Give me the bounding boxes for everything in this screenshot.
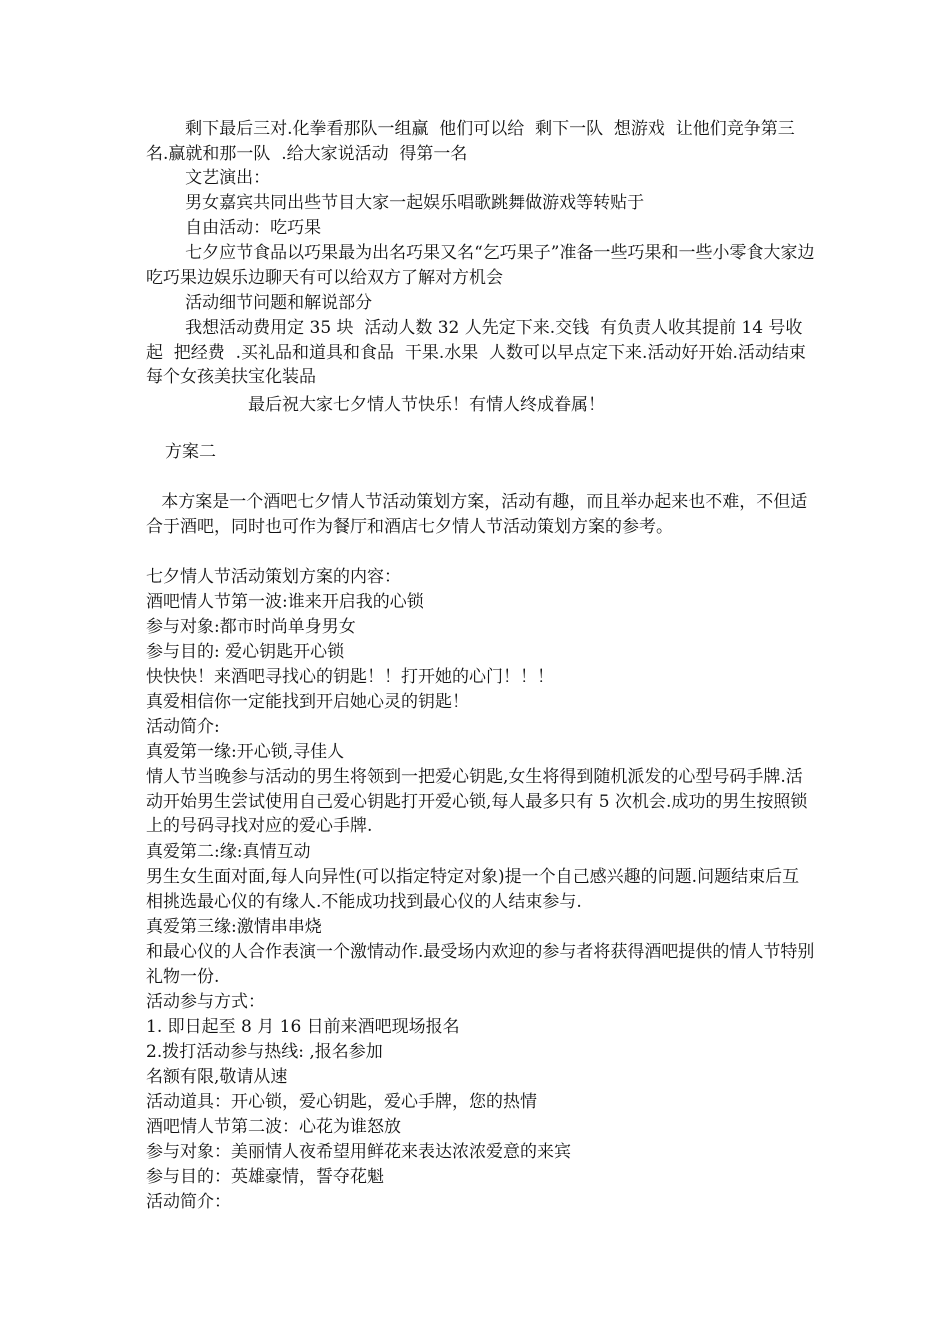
- section-heading-plan-two: 方案二: [165, 442, 216, 462]
- line-love-stage-two: 真爱第二:缘:真情互动: [146, 842, 311, 862]
- paragraph-free-activity: 自由活动：吃巧果: [185, 218, 322, 238]
- line-love-stage-three: 真爱第三缘:激情串串烧: [146, 917, 322, 937]
- paragraph-love-stage-three-detail: 和最心仪的人合作表演一个激情动作.最受场内欢迎的参与者将获得酒吧提供的情人节特别礼物一份.: [146, 942, 815, 987]
- line-limited-spots: 名额有限,敬请从速: [146, 1067, 288, 1087]
- paragraph-plan-two-intro: 本方案是一个酒吧七夕情人节活动策划方案，活动有趣，而且举办起来也不难，不但适合于酒吧，同时也可作为餐厅和酒店七夕情人节活动策划方案的参考。: [146, 492, 808, 537]
- paragraph-love-stage-one-detail: 情人节当晚参与活动的男生将领到一把爱心钥匙,女生将得到随机派发的心型号码手牌.活动开始男生尝试使用自己爱心钥匙打开爱心锁,每人最多只有 5 次机会.成功的男生按照锁上的号码寻找对应的爱心手牌.: [146, 767, 808, 836]
- paragraph-qiaoguo: 七夕应节食品以巧果最为出名巧果又名“乞巧果子”准备一些巧果和一些小零食大家边吃巧果边娱乐边聊天有可以给双方了解对方机会: [146, 243, 815, 288]
- line-wave-two-purpose: 参与目的：英雄豪情，誓夺花魁: [146, 1167, 384, 1187]
- line-wave-two-title: 酒吧情人节第二波：心花为谁怒放: [146, 1117, 401, 1137]
- line-plan-contents: 七夕情人节活动策划方案的内容：: [146, 567, 401, 587]
- line-participation-step-two: 2.拨打活动参与热线: ,报名参加: [146, 1042, 383, 1062]
- paragraph-final-three-pairs: 剩下最后三对.化拳看那队一组赢 他们可以给 剩下一队 想游戏 让他们竞争第三名.赢就和那一队 .给大家说活动 得第一名: [146, 119, 795, 164]
- line-wave-one-title: 酒吧情人节第一波:谁来开启我的心锁: [146, 592, 424, 612]
- line-wave-two-audience: 参与对象：美丽情人夜希望用鲜花来表达浓浓爱意的来宾: [146, 1142, 571, 1162]
- line-wave-one-intro-label: 活动简介:: [146, 717, 220, 737]
- line-activity-props: 活动道具：开心锁，爱心钥匙，爱心手牌，您的热情: [146, 1092, 537, 1112]
- paragraph-love-stage-two-detail: 男生女生面对面,每人向异性(可以指定特定对象)提一个自己感兴趣的问题.问题结束后互相挑选最心仪的有缘人.不能成功找到最心仪的人结束参与.: [146, 867, 800, 912]
- line-wave-one-tagline: 真爱相信你一定能找到开启她心灵的钥匙！: [146, 692, 469, 712]
- line-love-stage-one: 真爱第一缘:开心锁,寻佳人: [146, 742, 345, 762]
- paragraph-details-heading: 活动细节问题和解说部分: [185, 293, 373, 313]
- paragraph-fee-details: 我想活动费用定 35 块 活动人数 32 人先定下来.交钱 有负责人收其提前 14 号收起 把经费 .买礼品和道具和食品 干果.水果 人数可以早点定下来.活动好开始.活动结束 每个女孩美扶宝化装品: [146, 318, 817, 387]
- line-wave-one-slogan: 快快快！来酒吧寻找心的钥匙！！打开她的心门！！！: [146, 667, 554, 687]
- line-wave-two-intro-label: 活动简介：: [146, 1192, 231, 1212]
- paragraph-performance-detail: 男女嘉宾共同出些节目大家一起娱乐唱歌跳舞做游戏等转贴于: [185, 193, 645, 213]
- paragraph-performance-heading: 文艺演出：: [185, 168, 271, 188]
- line-participation-method: 活动参与方式：: [146, 992, 265, 1012]
- paragraph-closing-wishes: 最后祝大家七夕情人节快乐！有情人终成眷属！: [248, 395, 605, 415]
- line-wave-one-audience: 参与对象:都市时尚单身男女: [146, 617, 356, 637]
- line-participation-step-one: 1. 即日起至 8 月 16 日前来酒吧现场报名: [146, 1017, 460, 1037]
- line-wave-one-purpose: 参与目的: 爱心钥匙开心锁: [146, 642, 345, 662]
